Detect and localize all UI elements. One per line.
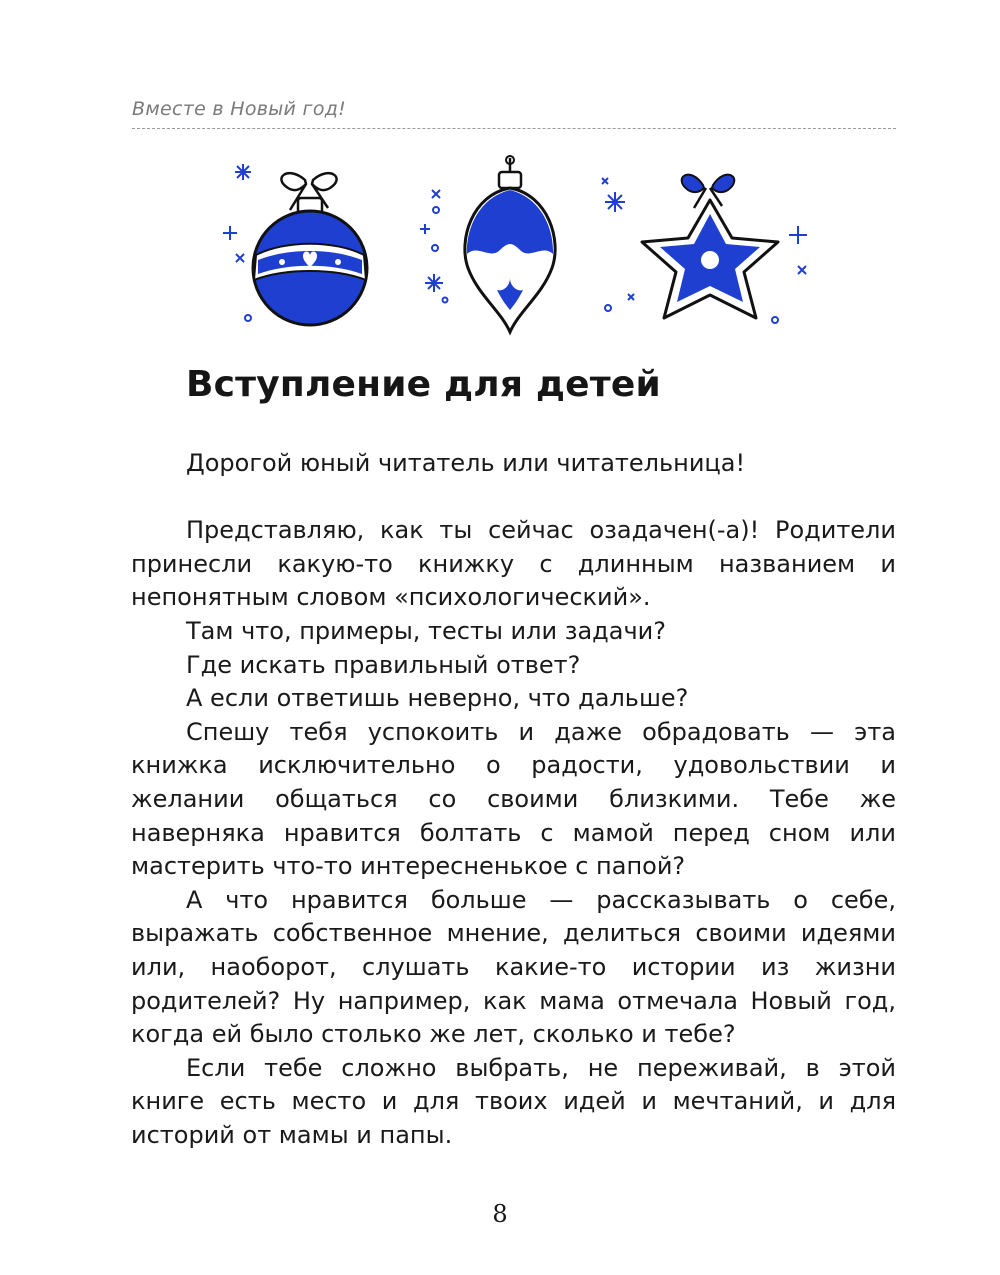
paragraph: Там что, примеры, тесты или задачи?	[186, 616, 666, 645]
running-head: Вместе в Новый год!	[132, 98, 347, 120]
page-number: 8	[492, 1200, 508, 1228]
paragraph: Если тебе сложно выбрать, не переживай, в этой книге есть место и для твоих идей и мечтаний, и для историй от мамы и папы.	[131, 1053, 896, 1149]
paragraph: Спешу тебя успокоить и даже обрадовать — эта книжка исключительно о радости, удовольствии и желании общаться со своими близкими. Тебе же наверняка нравится болтать с мамой перед сном или мастерить что-то интересненькое с папой?	[131, 717, 896, 881]
onion-bauble-icon	[465, 156, 555, 332]
section-title: Вступление для детей	[186, 364, 661, 405]
body-text	[131, 447, 896, 1152]
paragraph: А если ответишь неверно, что дальше?	[186, 684, 689, 713]
round-bauble-icon	[253, 173, 367, 325]
paragraph: Где искать правильный ответ?	[186, 650, 581, 679]
paragraph: Представляю, как ты сейчас озадачен(-а)! Родители принесли какую-то книжку с длинным названием и непонятным словом «психологический».	[131, 516, 896, 612]
star-ornament-icon	[642, 175, 778, 318]
ornaments-illustration	[210, 150, 830, 350]
paragraph: А что нравится больше — рассказывать о себе, выражать собственное мнение, делиться своими идеями или, наоборот, слушать какие-то истории из жизни родителей? Ну например, как мама отмечала Новый год, когда ей было столько же лет, сколько и тебе?	[131, 885, 896, 1049]
header-divider	[132, 128, 896, 129]
paragraph: Дорогой юный читатель или читательница!	[186, 449, 746, 477]
